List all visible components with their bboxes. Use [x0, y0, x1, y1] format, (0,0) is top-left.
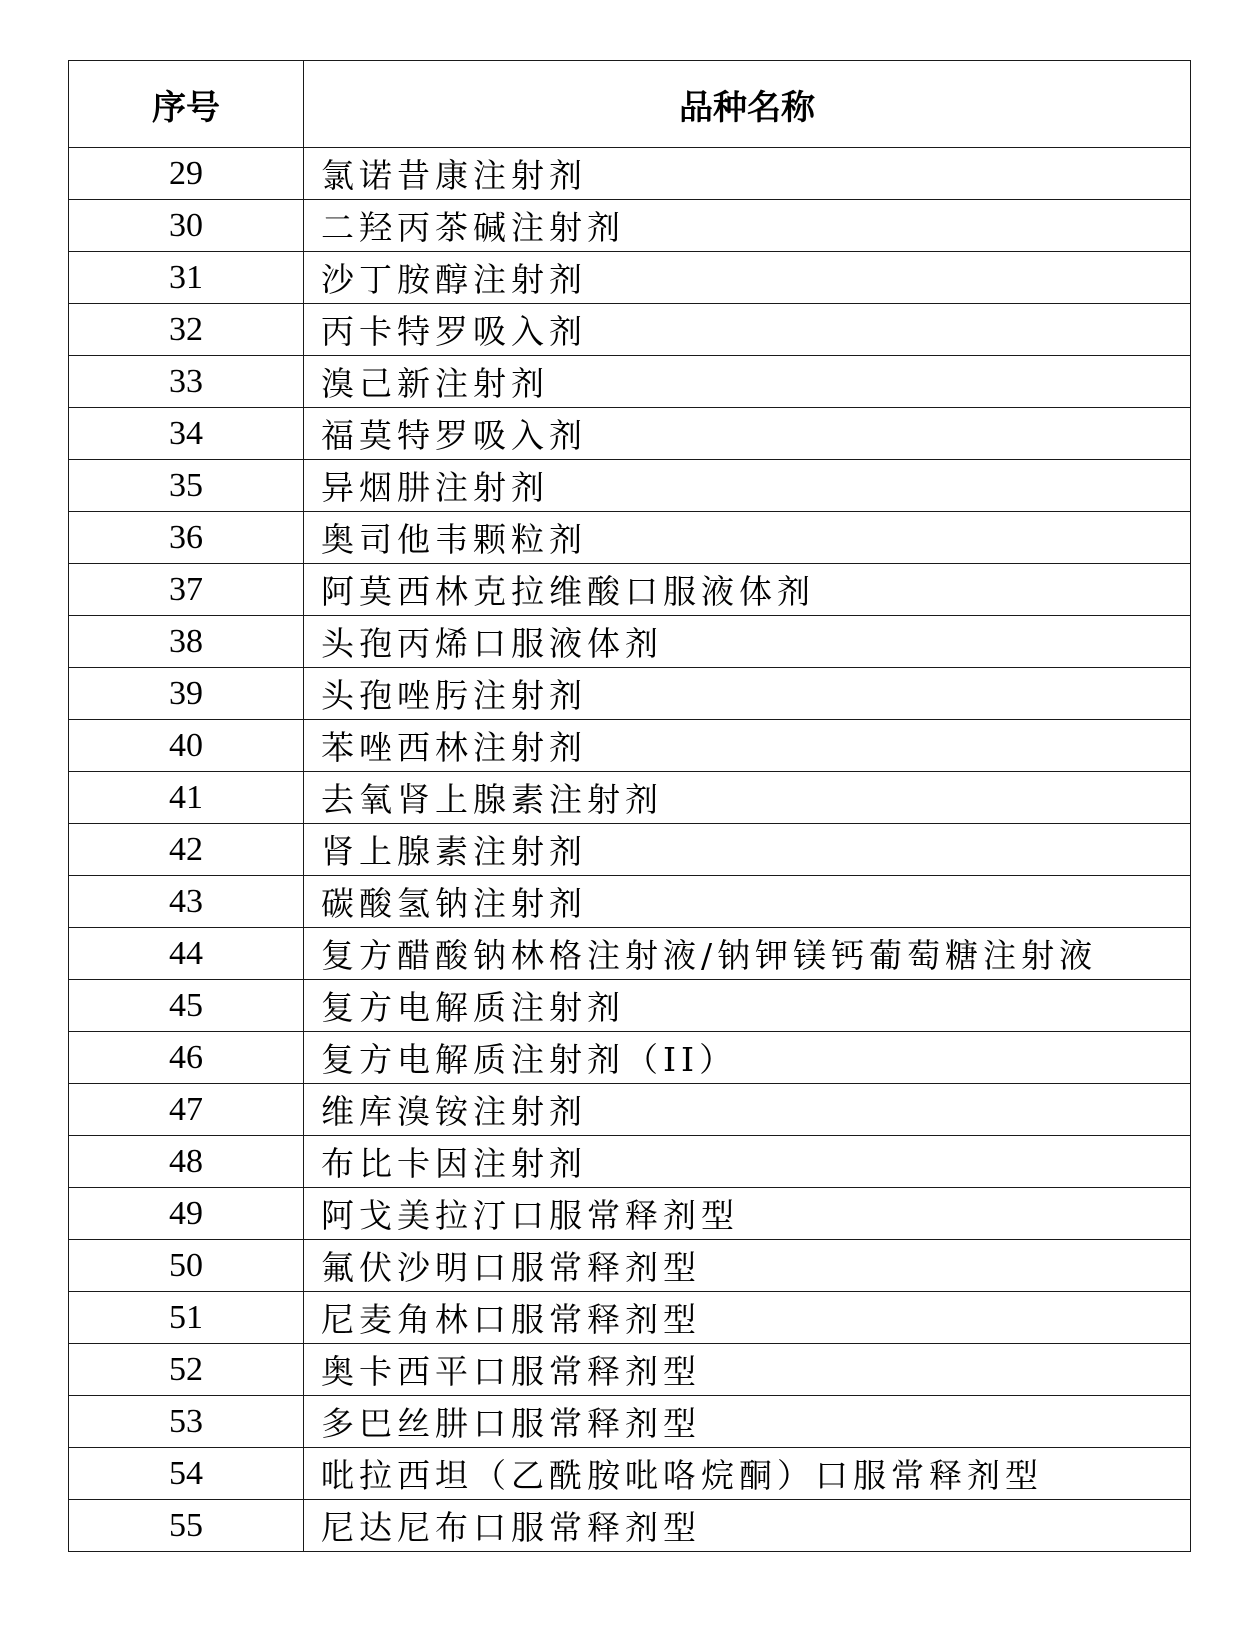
row-variety-name: 奥司他韦颗粒剂	[304, 512, 1191, 564]
row-variety-name: 布比卡因注射剂	[304, 1136, 1191, 1188]
table-row	[69, 1136, 1191, 1188]
table-row	[69, 512, 1191, 564]
table-row	[69, 148, 1191, 200]
table-row	[69, 616, 1191, 668]
row-variety-name: 复方电解质注射剂	[304, 980, 1191, 1032]
row-serial-number: 49	[69, 1188, 304, 1240]
table-row	[69, 1500, 1191, 1552]
drug-variety-table	[68, 60, 1191, 1552]
row-variety-name: 碳酸氢钠注射剂	[304, 876, 1191, 928]
row-variety-name: 多巴丝肼口服常释剂型	[304, 1396, 1191, 1448]
row-variety-name: 维库溴铵注射剂	[304, 1084, 1191, 1136]
row-variety-name: 奥卡西平口服常释剂型	[304, 1344, 1191, 1396]
row-variety-name: 异烟肼注射剂	[304, 460, 1191, 512]
row-serial-number: 31	[69, 252, 304, 304]
row-serial-number: 37	[69, 564, 304, 616]
row-serial-number: 44	[69, 928, 304, 980]
header-variety-name: 品种名称	[304, 61, 1191, 148]
table-row	[69, 252, 1191, 304]
row-variety-name: 溴己新注射剂	[304, 356, 1191, 408]
table-row	[69, 1240, 1191, 1292]
row-serial-number: 47	[69, 1084, 304, 1136]
row-variety-name: 福莫特罗吸入剂	[304, 408, 1191, 460]
table-row	[69, 1448, 1191, 1500]
row-serial-number: 48	[69, 1136, 304, 1188]
row-serial-number: 45	[69, 980, 304, 1032]
row-variety-name: 阿莫西林克拉维酸口服液体剂	[304, 564, 1191, 616]
row-serial-number: 51	[69, 1292, 304, 1344]
row-serial-number: 36	[69, 512, 304, 564]
row-variety-name: 阿戈美拉汀口服常释剂型	[304, 1188, 1191, 1240]
table-row	[69, 928, 1191, 980]
row-variety-name: 丙卡特罗吸入剂	[304, 304, 1191, 356]
row-serial-number: 54	[69, 1448, 304, 1500]
table-row	[69, 200, 1191, 252]
row-variety-name: 尼麦角林口服常释剂型	[304, 1292, 1191, 1344]
table-row	[69, 720, 1191, 772]
row-serial-number: 40	[69, 720, 304, 772]
row-variety-name: 头孢唑肟注射剂	[304, 668, 1191, 720]
table-row	[69, 1032, 1191, 1084]
table-row	[69, 876, 1191, 928]
table-row	[69, 1292, 1191, 1344]
row-serial-number: 38	[69, 616, 304, 668]
row-variety-name: 苯唑西林注射剂	[304, 720, 1191, 772]
table-header-row	[69, 61, 1191, 148]
row-serial-number: 43	[69, 876, 304, 928]
table-row	[69, 304, 1191, 356]
table-row	[69, 824, 1191, 876]
table-row	[69, 1344, 1191, 1396]
row-serial-number: 30	[69, 200, 304, 252]
row-serial-number: 33	[69, 356, 304, 408]
table-row	[69, 408, 1191, 460]
row-serial-number: 35	[69, 460, 304, 512]
row-serial-number: 39	[69, 668, 304, 720]
row-variety-name: 沙丁胺醇注射剂	[304, 252, 1191, 304]
row-variety-name: 吡拉西坦（乙酰胺吡咯烷酮）口服常释剂型	[304, 1448, 1191, 1500]
row-serial-number: 29	[69, 148, 304, 200]
row-variety-name: 去氧肾上腺素注射剂	[304, 772, 1191, 824]
row-variety-name: 尼达尼布口服常释剂型	[304, 1500, 1191, 1552]
table-row	[69, 356, 1191, 408]
table-row	[69, 1396, 1191, 1448]
table-row	[69, 668, 1191, 720]
row-variety-name: 肾上腺素注射剂	[304, 824, 1191, 876]
table-row	[69, 460, 1191, 512]
row-serial-number: 32	[69, 304, 304, 356]
row-serial-number: 55	[69, 1500, 304, 1552]
row-variety-name: 氟伏沙明口服常释剂型	[304, 1240, 1191, 1292]
row-serial-number: 42	[69, 824, 304, 876]
row-serial-number: 50	[69, 1240, 304, 1292]
row-variety-name: 氯诺昔康注射剂	[304, 148, 1191, 200]
row-serial-number: 52	[69, 1344, 304, 1396]
table-row	[69, 772, 1191, 824]
table-row	[69, 1084, 1191, 1136]
table-row	[69, 1188, 1191, 1240]
row-variety-name: 复方电解质注射剂（II）	[304, 1032, 1191, 1084]
table-body	[69, 148, 1191, 1552]
header-serial-number: 序号	[69, 61, 304, 148]
table-row	[69, 980, 1191, 1032]
row-variety-name: 头孢丙烯口服液体剂	[304, 616, 1191, 668]
row-variety-name: 复方醋酸钠林格注射液/钠钾镁钙葡萄糖注射液	[304, 928, 1191, 980]
row-serial-number: 46	[69, 1032, 304, 1084]
row-serial-number: 34	[69, 408, 304, 460]
table-row	[69, 564, 1191, 616]
row-variety-name: 二羟丙茶碱注射剂	[304, 200, 1191, 252]
row-serial-number: 53	[69, 1396, 304, 1448]
row-serial-number: 41	[69, 772, 304, 824]
